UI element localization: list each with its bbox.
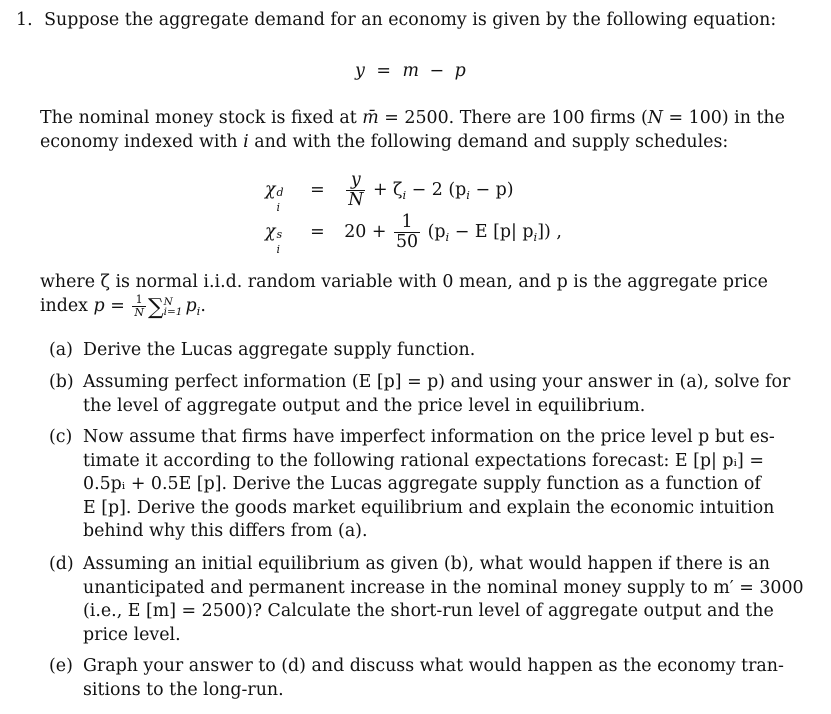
where-tail: p: [185, 296, 197, 316]
supply-rest3: ]) ,: [537, 222, 562, 242]
where-sum: ∑: [147, 295, 164, 320]
where-line1: [40, 272, 768, 292]
where-end: .: [200, 296, 206, 316]
demand-rest-sub: i: [402, 188, 407, 202]
para1-text-e: and with the following demand and supply schedules:: [248, 132, 729, 152]
part-text-line: (i.e., E [m] = 2500)? Calculate the short-run level of aggregate output and the: [83, 601, 774, 621]
demand-equals: =: [310, 180, 325, 200]
ad-p: p: [454, 61, 466, 81]
para1-text-b: = 2500. There are 100 firms (: [378, 108, 648, 128]
para1-N: N: [647, 108, 664, 128]
where-sum-bot: i=1: [163, 305, 183, 318]
para1-text-a: The nominal money stock is fixed at: [40, 108, 363, 128]
part-text-line: the level of aggregate output and the price level in equilibrium.: [83, 395, 646, 416]
where-equals: =: [104, 296, 131, 316]
supply-frac-num: 1: [394, 213, 420, 233]
supply-fraction: [394, 213, 420, 252]
supply-schedule-equation: [265, 212, 562, 256]
where-text-line1: where ζ is normal i.i.d. random variable with 0 mean, and p is the aggregate price: [40, 272, 768, 292]
ad-m: m: [402, 61, 419, 81]
part-text-line: Assuming perfect information (E [p] = p) and using your answer in (a), solve for: [83, 372, 791, 392]
question-number: 1.: [16, 10, 33, 30]
aggregate-demand-equation: [355, 61, 466, 81]
ad-equals: =: [376, 61, 391, 81]
where-sum-top: N: [163, 295, 173, 308]
demand-rest: + ζ: [372, 180, 403, 200]
para1-text-d: economy indexed with: [40, 132, 244, 152]
supply-rest2-sub: i: [533, 230, 538, 244]
demand-rest3: − p): [469, 180, 514, 200]
part-text-line: 0.5pᵢ + 0.5E [p]. Derive the Lucas aggregate supply function as a function of: [83, 474, 761, 494]
supply-rest: (p: [427, 222, 446, 242]
where-text-index: index: [40, 296, 94, 316]
part-text-line: E [p]. Derive the goods market equilibrium and explain the economic intuition: [83, 497, 775, 518]
part-text-line: Graph your answer to (d) and discuss what would happen as the economy tran-: [83, 656, 784, 676]
where-fraction: [132, 294, 146, 319]
supply-sub: i: [276, 243, 281, 256]
part-text-line: Assuming an initial equilibrium as given (b), what would happen if there is an: [83, 554, 770, 574]
part-label: (e): [49, 656, 73, 676]
supply-rest2: − E [p| p: [449, 222, 534, 242]
supply-sup: s: [276, 228, 283, 241]
ad-lhs: y: [355, 61, 365, 81]
part-text-line: sitions to the long-run.: [83, 679, 284, 700]
supply-equals: =: [310, 222, 325, 242]
part-text-line: timate it according to the following rational expectations forecast: E [p| pᵢ] =: [83, 450, 764, 471]
paragraph-money-stock-line1: [40, 108, 785, 128]
demand-frac-den: N: [348, 190, 364, 210]
supply-const: 20 +: [344, 222, 387, 242]
question-intro-text: Suppose the aggregate demand for an economy is given by the following equation:: [44, 10, 777, 30]
where-line2: [40, 294, 206, 320]
where-tail-sub: i: [196, 304, 201, 318]
demand-schedule-equation: [265, 170, 514, 214]
demand-sup: d: [276, 186, 284, 199]
part-text-line: unanticipated and permanent increase in the nominal money supply to m′ = 3000: [83, 577, 804, 598]
part-label: (b): [49, 372, 74, 392]
paragraph-money-stock-line2: [40, 132, 728, 152]
demand-rest2-sub: i: [466, 188, 470, 202]
demand-rest2: − 2 (p: [406, 180, 467, 200]
supply-chi: χ: [265, 222, 276, 242]
part-text-line: Now assume that firms have imperfect information on the price level p but es-: [83, 427, 775, 447]
where-frac-den: N: [134, 306, 144, 319]
supply-frac-den: 50: [395, 232, 419, 252]
where-frac-num: 1: [132, 294, 146, 307]
ad-minus: −: [429, 61, 445, 81]
supply-rest-sub: i: [445, 230, 450, 244]
para1-i: i: [243, 132, 249, 152]
para1-mbar: m̄: [362, 108, 379, 128]
part-label: (c): [49, 427, 73, 447]
demand-fraction: [346, 171, 365, 210]
part-label: (d): [49, 554, 74, 574]
question-intro: [16, 10, 776, 30]
where-p: p: [93, 296, 105, 316]
para1-text-c: = 100) in the: [663, 108, 785, 128]
part-text-line: behind why this differs from (a).: [83, 521, 368, 541]
part-text-line: Derive the Lucas aggregate supply function.: [83, 340, 476, 360]
part-text-line: price level.: [83, 624, 181, 645]
demand-sub: i: [276, 201, 281, 214]
demand-chi: χ: [265, 180, 276, 200]
where-sum-limits: [164, 297, 183, 317]
part-label: (a): [49, 340, 73, 360]
demand-frac-num: y: [346, 171, 365, 191]
